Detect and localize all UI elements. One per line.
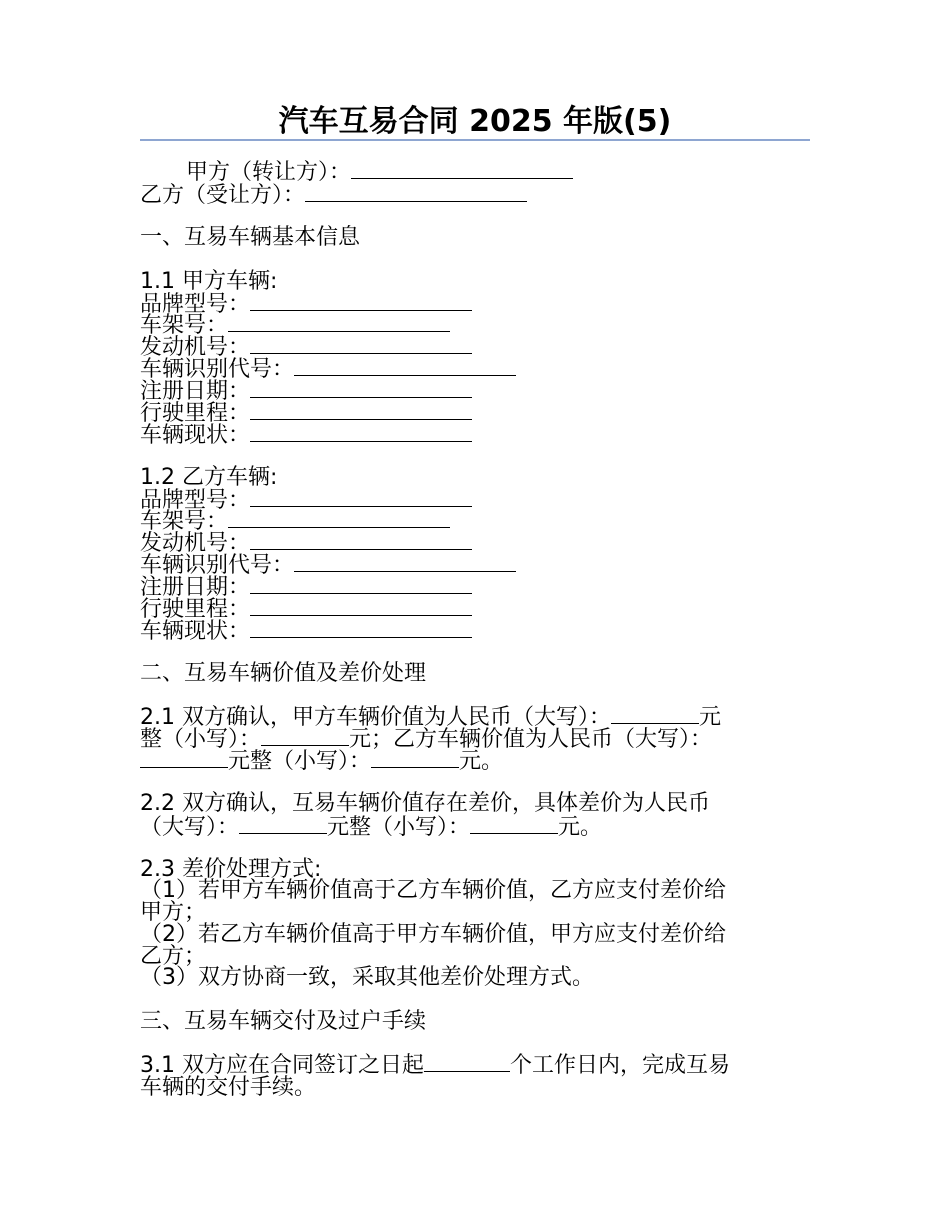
field-label: 注册日期： [140,379,251,404]
amount-blank [239,815,327,834]
field-label: 行驶里程： [140,401,251,426]
field-blank [250,619,472,638]
clause-text: 元。 [459,749,504,774]
field-blank [250,531,472,550]
field-blank [250,597,472,616]
clause-text: 元整（小写）： [327,815,471,840]
field-blank [250,575,472,594]
vehicle-b-heading: 1.2 乙方车辆: [140,465,278,490]
clause-2-3-item-3: （3）双方协商一致，采取其他差价处理方式。 [140,965,594,990]
section-2-heading: 二、互易车辆价值及差价处理 [140,661,427,686]
days-blank [424,1053,510,1072]
clause-text: 整（小写）： [140,727,262,752]
vehicle-a-status-line [140,423,472,449]
section-1-heading: 一、互易车辆基本信息 [140,225,361,250]
clause-text: 2.1 双方确认，甲方车辆价值为人民币（大写）： [140,705,611,730]
clause-2-2-line-2 [140,815,602,841]
field-label: 车辆现状： [140,619,251,644]
field-label: 车辆识别代号： [140,357,295,382]
field-label: 品牌型号： [140,292,251,317]
field-blank [250,401,472,420]
clause-text: （大写）： [140,815,240,840]
field-label: 发动机号： [140,531,251,556]
field-blank [228,509,450,528]
amount-blank [371,749,459,768]
document-title: 汽车互易合同 2025 年版(5) [278,104,672,139]
clause-2-3-item-2: （2）若乙方车辆价值高于甲方车辆价值，甲方应支付差价给 [140,922,726,947]
field-blank [250,423,472,442]
party-b-line [140,183,527,209]
field-blank [250,379,472,398]
title-underline [140,139,810,141]
amount-blank [140,749,228,768]
clause-text: 元。 [558,815,603,840]
clause-2-3-item-1: （1）若甲方车辆价值高于乙方车辆价值，乙方应支付差价给 [140,878,726,903]
field-label: 车架号： [140,509,229,534]
field-blank [294,553,516,572]
vehicle-b-status-line [140,619,472,645]
vehicle-a-heading: 1.1 甲方车辆: [140,269,278,294]
field-label: 车辆识别代号： [140,553,295,578]
field-blank [250,292,472,311]
clause-text: 元整（小写）： [228,749,372,774]
field-blank [228,313,450,332]
field-blank [294,357,516,376]
amount-blank [611,705,699,724]
field-blank [250,488,472,507]
field-label: 注册日期： [140,575,251,600]
party-a-blank [351,160,573,179]
party-b-blank [305,183,527,202]
amount-blank [261,727,349,746]
clause-text: 3.1 双方应在合同签订之日起 [140,1053,424,1078]
clause-2-2-line-1: 2.2 双方确认，互易车辆价值存在差价，具体差价为人民币 [140,791,710,816]
field-label: 车辆现状： [140,423,251,448]
field-label: 车架号： [140,313,229,338]
clause-2-3-item-2-cont: 乙方； [140,944,207,969]
clause-3-1-line-2: 车辆的交付手续。 [140,1075,317,1100]
clause-2-3-heading: 2.3 差价处理方式: [140,857,322,882]
clause-2-3-item-1-cont: 甲方； [140,900,207,925]
clause-text: 元；乙方车辆价值为人民币（大写）： [349,727,713,752]
section-3-heading: 三、互易车辆交付及过户手续 [140,1009,427,1034]
field-blank [250,335,472,354]
clause-text: 个工作日内，完成互易 [509,1053,730,1078]
clause-text: 元 [698,705,721,730]
field-label: 发动机号： [140,335,251,360]
clause-2-1-line-3 [140,749,503,775]
amount-blank [470,815,558,834]
party-b-label: 乙方（受让方）： [140,183,306,208]
party-a-label: 甲方（转让方）： [186,160,352,185]
field-label: 品牌型号： [140,488,251,513]
field-label: 行驶里程： [140,597,251,622]
